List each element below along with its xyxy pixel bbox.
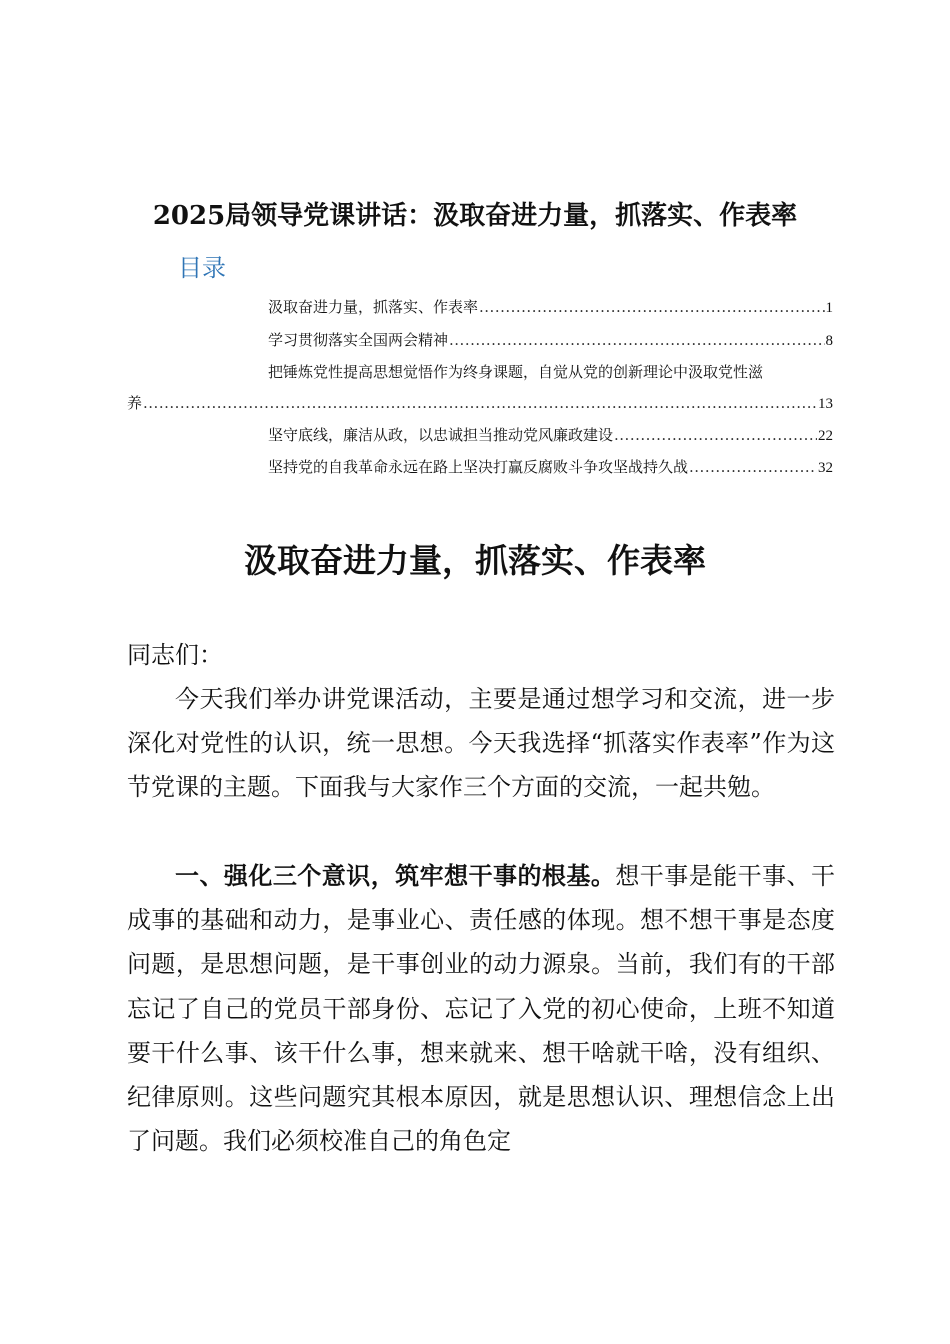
toc-entry-title: 汲取奋进力量，抓落实、作表率 — [268, 298, 479, 316]
salutation: 同志们： — [127, 641, 223, 669]
toc-entry[interactable] — [268, 297, 833, 318]
paragraph-lead: 一、强化三个意识，筑牢想干事的根基。 — [175, 861, 616, 890]
section-title: 汲取奋进力量，抓落实、作表率 — [244, 541, 706, 580]
toc-entry-line1[interactable]: 把锤炼党性提高思想觉悟作为终身课题，自觉从党的创新理论中汲取党性滋 — [268, 363, 764, 381]
paragraph — [127, 854, 835, 1163]
toc-entry-title: 养 — [127, 394, 143, 412]
toc-entry-page: 22 — [818, 428, 833, 444]
toc-entry-page: 1 — [825, 300, 833, 316]
toc-leader — [449, 330, 824, 350]
toc-leader — [143, 393, 817, 413]
toc-leader — [479, 297, 824, 317]
toc-entry-page: 32 — [818, 460, 833, 476]
toc-entry[interactable] — [268, 425, 833, 446]
paragraph-body: 想干事是能干事、干成事的基础和动力，是事业心、责任感的体现。想不想干事是态度问题，是思想问题，是干事创业的动力源泉。当前，我们有的干部忘记了自己的党员干部身份、忘记了入党的初心使命，上班不知道要干什么事、该干什么事，想来就来、想干啥就干啥，没有组织、纪律原则。这些问题究其根本原因，就是思想认识、理想信念上出了问题。我们必须校准自己的角色定 — [127, 862, 836, 1156]
toc-entry-title: 学习贯彻落实全国两会精神 — [268, 331, 449, 349]
paragraph: 今天我们举办讲党课活动，主要是通过想学习和交流，进一步深化对党性的认识，统一思想。今天我选择“抓落实作表率”作为这节党课的主题。下面我与大家作三个方面的交流，一起共勉。 — [127, 685, 835, 802]
toc-leader — [689, 457, 817, 477]
toc-entry-title: 坚持党的自我革命永远在路上坚决打赢反腐败斗争攻坚战持久战 — [268, 458, 689, 476]
toc-entry-page: 8 — [825, 333, 833, 349]
toc-heading: 目录 — [178, 254, 226, 282]
toc-entry-title: 坚守底线，廉洁从政，以忠诚担当推动党风廉政建设 — [268, 426, 614, 444]
toc-entry-page: 13 — [818, 396, 833, 412]
document-title: 2025局领导党课讲话：汲取奋进力量，抓落实、作表率 — [152, 201, 798, 231]
toc-leader — [614, 425, 817, 445]
toc-entry[interactable] — [127, 393, 833, 414]
toc-entry[interactable] — [268, 330, 833, 351]
toc-entry[interactable] — [268, 457, 833, 478]
